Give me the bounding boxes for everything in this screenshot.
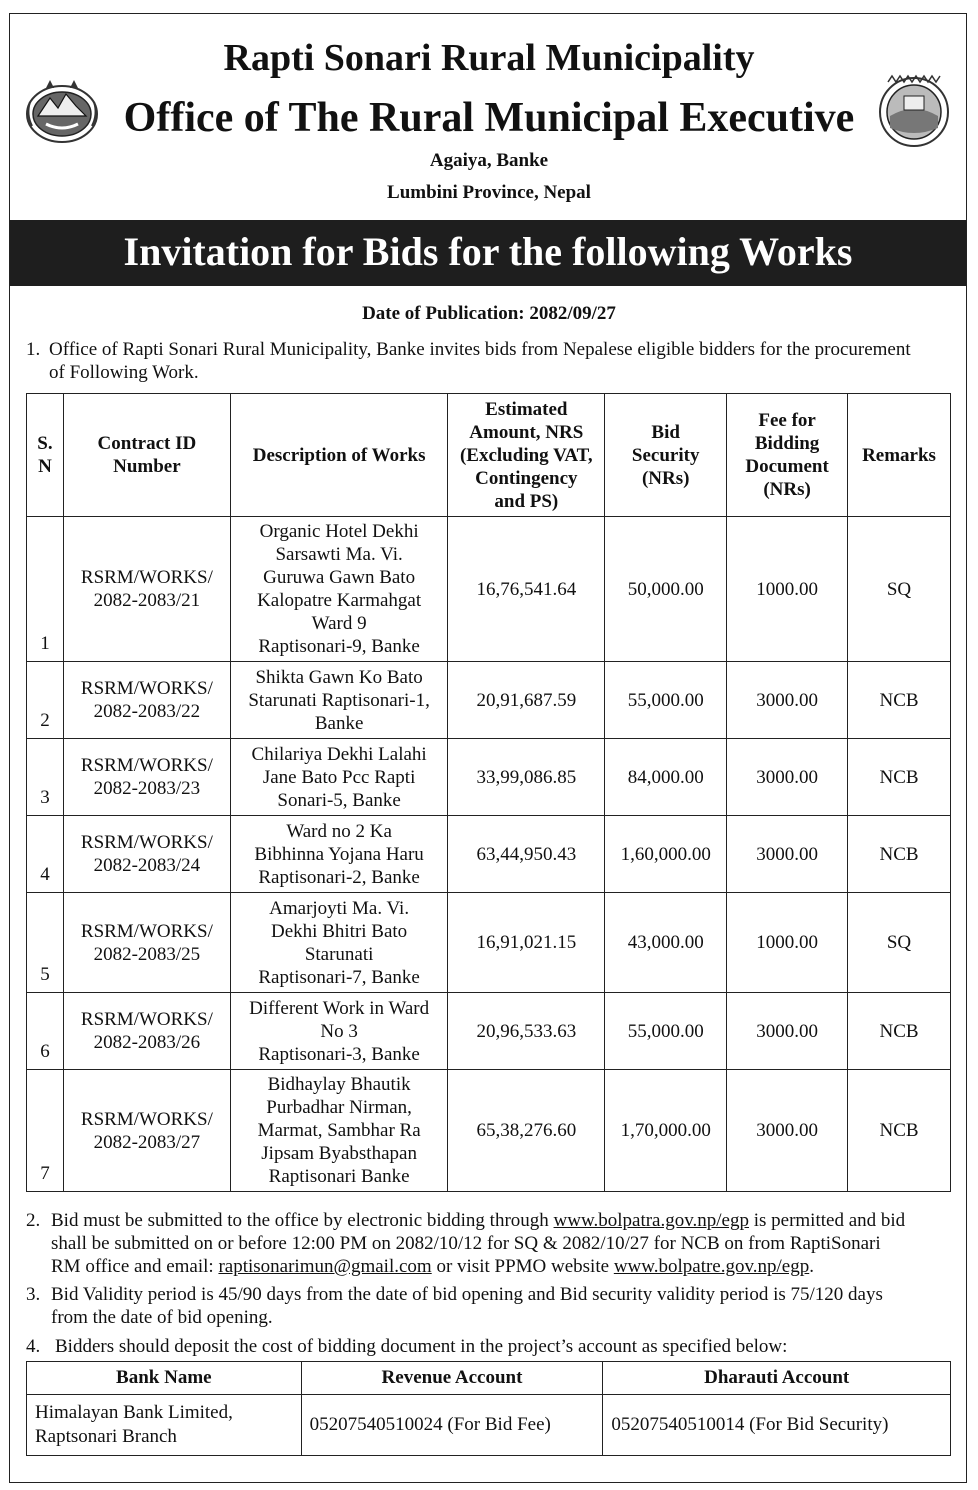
cell-remarks: NCB <box>848 1070 951 1192</box>
para-2-text-run: or visit PPMO website <box>431 1256 614 1277</box>
header-contract-id: Contract ID Number <box>63 394 230 517</box>
header-description: Description of Works <box>230 394 448 517</box>
bank-header-name: Bank Name <box>27 1362 302 1395</box>
bank-table <box>26 1361 951 1456</box>
cell-description: Amarjoyti Ma. Vi. Dekhi Bhitri Bato Starunati Raptisonari-7, Banke <box>230 893 448 993</box>
para-2-number: 2. <box>26 1210 41 1231</box>
cell-amount: 16,76,541.64 <box>448 517 605 662</box>
cell-amount: 33,99,086.85 <box>448 739 605 816</box>
para-3-line: Bid Validity period is 45/90 days from the date of bid opening and Bid security validity period is 75/120 days <box>51 1284 883 1305</box>
publication-date: Date of Publication: 2082/09/27 <box>362 303 616 324</box>
para-4-line: Bidders should deposit the cost of bidding document in the project’s account as specified below: <box>55 1336 788 1357</box>
cell-description: Shikta Gawn Ko Bato Starunati Raptisonari-1, Banke <box>230 662 448 739</box>
bank-header-row <box>27 1362 951 1395</box>
cell-remarks: NCB <box>848 816 951 893</box>
header-estimated-amount: Estimated Amount, NRS (Excluding VAT, Contingency and PS) <box>448 394 605 517</box>
banner-title: Invitation for Bids for the following Works <box>123 229 853 274</box>
para-1-line: of Following Work. <box>49 362 199 383</box>
cell-amount: 20,96,533.63 <box>448 993 605 1070</box>
bolpatra-link[interactable]: www.bolpatra.gov.np/egp <box>553 1210 749 1231</box>
cell-fee: 3000.00 <box>727 739 848 816</box>
para-2-text-run: . <box>809 1256 814 1277</box>
cell-fee: 3000.00 <box>727 662 848 739</box>
para-2-line: shall be submitted on or before 12:00 PM on 2082/10/12 for SQ & 2082/10/27 for NCB on from RaptiSonari <box>51 1233 881 1254</box>
cell-sn: 7 <box>27 1070 64 1192</box>
cell-remarks: SQ <box>848 893 951 993</box>
table-header-row <box>27 394 951 517</box>
cell-contract-id: RSRM/WORKS/ 2082-2083/25 <box>63 893 230 993</box>
cell-contract-id: RSRM/WORKS/ 2082-2083/27 <box>63 1070 230 1192</box>
cell-fee: 3000.00 <box>727 1070 848 1192</box>
cell-security: 55,000.00 <box>605 662 727 739</box>
cell-amount: 63,44,950.43 <box>448 816 605 893</box>
cell-remarks: NCB <box>848 662 951 739</box>
bank-name-cell: Himalayan Bank Limited, Raptsonari Branch <box>27 1395 302 1456</box>
address-line-1: Agaiya, Banke <box>429 150 549 171</box>
cell-fee: 3000.00 <box>727 816 848 893</box>
para-3-number: 3. <box>26 1284 41 1305</box>
cell-contract-id: RSRM/WORKS/ 2082-2083/22 <box>63 662 230 739</box>
para-1-text <box>49 338 956 384</box>
para-2-line <box>51 1209 956 1232</box>
para-2-text-run: RM office and email: <box>51 1256 219 1277</box>
municipality-name: Rapti Sonari Rural Municipality <box>223 37 755 79</box>
cell-sn: 3 <box>27 739 64 816</box>
cell-contract-id: RSRM/WORKS/ 2082-2083/21 <box>63 517 230 662</box>
cell-security: 43,000.00 <box>605 893 727 993</box>
header-bid-security: Bid Security (NRs) <box>605 394 727 517</box>
table-row <box>27 893 951 993</box>
para-2-text-run: is permitted and bid <box>748 1210 906 1231</box>
para-2-line <box>51 1255 956 1278</box>
cell-remarks: SQ <box>848 517 951 662</box>
bank-row <box>27 1395 951 1456</box>
cell-remarks: NCB <box>848 739 951 816</box>
cell-description: Ward no 2 Ka Bibhinna Yojana Haru Raptisonari-2, Banke <box>230 816 448 893</box>
para-2-text-run: Bid must be submitted to the office by electronic bidding through <box>51 1210 554 1231</box>
cell-contract-id: RSRM/WORKS/ 2082-2083/26 <box>63 993 230 1070</box>
table-row <box>27 1070 951 1192</box>
ppmo-link[interactable]: www.bolpatre.gov.np/egp <box>613 1256 810 1277</box>
cell-contract-id: RSRM/WORKS/ 2082-2083/24 <box>63 816 230 893</box>
cell-sn: 4 <box>27 816 64 893</box>
cell-sn: 2 <box>27 662 64 739</box>
cell-amount: 65,38,276.60 <box>448 1070 605 1192</box>
works-table <box>26 393 951 1192</box>
para-3-text <box>51 1283 956 1329</box>
table-row <box>27 739 951 816</box>
cell-remarks: NCB <box>848 993 951 1070</box>
cell-description: Chilariya Dekhi Lalahi Jane Bato Pcc Rapti Sonari-5, Banke <box>230 739 448 816</box>
cell-amount: 20,91,687.59 <box>448 662 605 739</box>
office-name: Office of The Rural Municipal Executive <box>123 95 855 141</box>
cell-security: 84,000.00 <box>605 739 727 816</box>
cell-fee: 3000.00 <box>727 993 848 1070</box>
cell-security: 55,000.00 <box>605 993 727 1070</box>
bank-header-dharauti: Dharauti Account <box>603 1362 951 1395</box>
table-row <box>27 517 951 662</box>
table-row <box>27 816 951 893</box>
header-remarks: Remarks <box>848 394 951 517</box>
cell-security: 1,70,000.00 <box>605 1070 727 1192</box>
email-link[interactable]: raptisonarimun@gmail.com <box>218 1256 432 1277</box>
table-row <box>27 993 951 1070</box>
para-2-text <box>51 1209 956 1278</box>
cell-description: Bidhaylay Bhautik Purbadhar Nirman, Marmat, Sambhar Ra Jipsam Byabsthapan Raptisonari Banke <box>230 1070 448 1192</box>
header-fee: Fee for Bidding Document (NRs) <box>727 394 848 517</box>
address-line-2: Lumbini Province, Nepal <box>387 182 591 203</box>
cell-description: Organic Hotel Dekhi Sarsawti Ma. Vi. Guruwa Gawn Bato Kalopatre Karmahgat Ward 9 Raptisonari-9, Banke <box>230 517 448 662</box>
bank-header-revenue: Revenue Account <box>301 1362 603 1395</box>
para-1-line: Office of Rapti Sonari Rural Municipality, Banke invites bids from Nepalese eligible bidders for the procurement <box>49 339 911 360</box>
header-sn: S. N <box>27 394 64 517</box>
cell-amount: 16,91,021.15 <box>448 893 605 993</box>
title-banner <box>10 220 966 286</box>
revenue-account-cell: 05207540510024 (For Bid Fee) <box>301 1395 603 1456</box>
table-row <box>27 662 951 739</box>
cell-sn: 6 <box>27 993 64 1070</box>
para-1-number: 1. <box>26 339 41 360</box>
cell-fee: 1000.00 <box>727 517 848 662</box>
dharauti-account-cell: 05207540510014 (For Bid Security) <box>603 1395 951 1456</box>
cell-security: 1,60,000.00 <box>605 816 727 893</box>
cell-fee: 1000.00 <box>727 893 848 993</box>
cell-security: 50,000.00 <box>605 517 727 662</box>
para-4-number: 4. <box>26 1336 41 1357</box>
cell-contract-id: RSRM/WORKS/ 2082-2083/23 <box>63 739 230 816</box>
cell-description: Different Work in Ward No 3 Raptisonari-3, Banke <box>230 993 448 1070</box>
cell-sn: 1 <box>27 517 64 662</box>
para-3-line: from the date of bid opening. <box>51 1307 273 1328</box>
cell-sn: 5 <box>27 893 64 993</box>
